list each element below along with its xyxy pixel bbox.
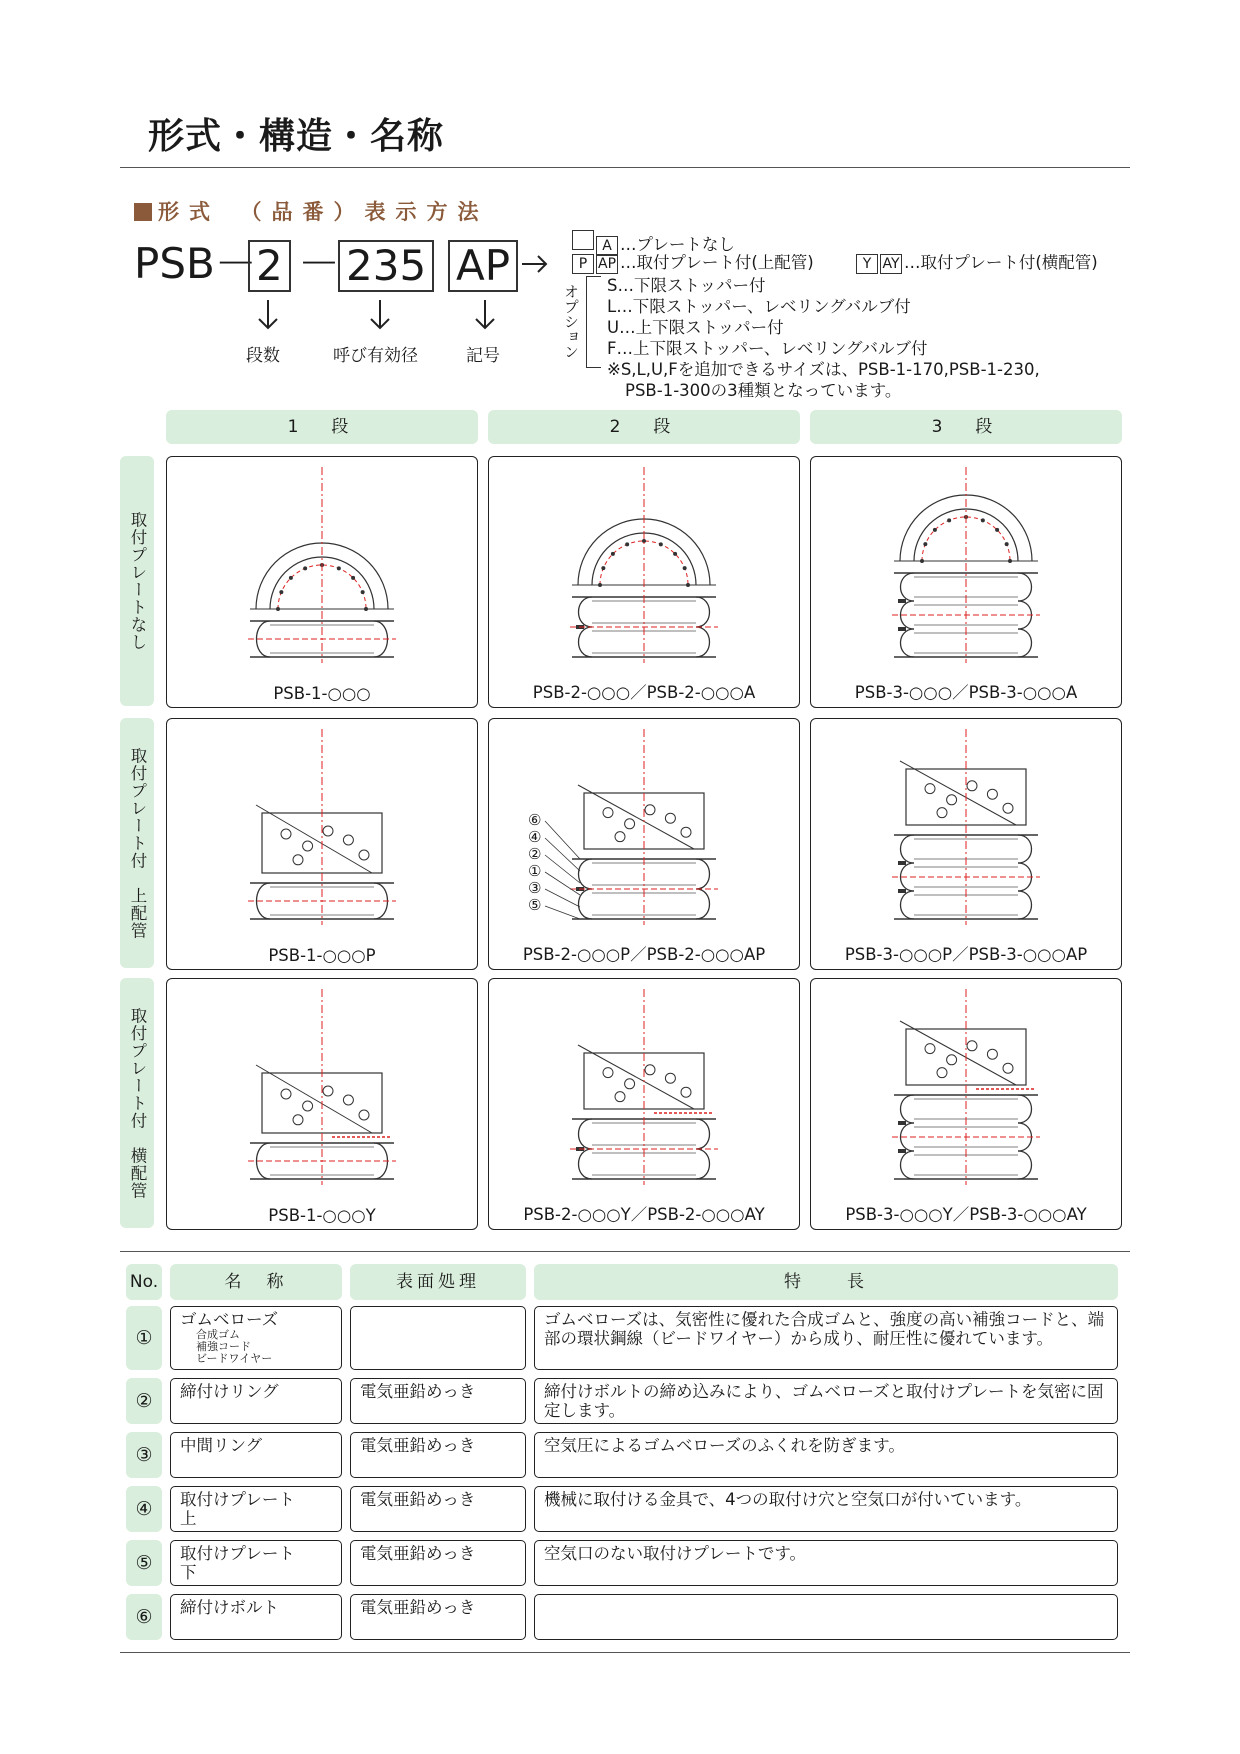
drawing-2stage-side-piping <box>488 978 800 1230</box>
down-arrow-icon <box>472 298 498 332</box>
label-diameter: 呼び有効径 <box>333 346 418 366</box>
label-symbol: 記号 <box>466 346 500 366</box>
row-header-text: 取付プレート付 上配管 <box>128 746 147 940</box>
callout-number: ⑤ <box>528 896 542 914</box>
callout-number: ③ <box>528 879 542 897</box>
part-sub-text: 合成ゴム <box>196 1328 240 1341</box>
part-name: 締付けボルト <box>170 1594 342 1640</box>
model-diameter-box: 235 <box>338 240 434 292</box>
row-number: ① <box>126 1306 162 1370</box>
bolt-hole <box>987 789 997 799</box>
bellows-drawing <box>489 457 799 707</box>
bellows-lobe-left <box>901 891 915 919</box>
bellows-lobe-right <box>696 627 710 657</box>
bellows-lobe-left <box>901 835 915 863</box>
bolt-hole <box>923 542 927 546</box>
bolt-hole <box>925 1044 935 1054</box>
bolt-hole <box>615 832 625 842</box>
bellows-lobe-left <box>579 627 593 657</box>
bolt-hole <box>681 1087 691 1097</box>
diagonal-line <box>256 805 372 873</box>
bellows-lobe-right <box>696 597 710 627</box>
bolt-hole <box>359 1110 369 1120</box>
bolt-hole <box>673 552 677 556</box>
bellows-lobe-left <box>901 1151 915 1179</box>
surface-finish: 電気亜鉛めっき <box>350 1594 526 1640</box>
part-sub-text: ビードワイヤー <box>196 1352 273 1365</box>
right-arrow-icon <box>520 252 550 276</box>
bolt-hole <box>925 784 935 794</box>
bolt-hole <box>281 829 291 839</box>
bolt-hole <box>343 1095 353 1105</box>
bolt-hole <box>1005 542 1009 546</box>
bolt-hole <box>293 855 303 865</box>
bolt-hole <box>659 542 663 546</box>
bolt-hole <box>603 1068 613 1078</box>
bolt-hole <box>279 590 283 594</box>
page-title: 形式・構造・名称 <box>148 116 445 157</box>
bellows-drawing <box>167 457 477 707</box>
surface-finish: 電気亜鉛めっき <box>350 1432 526 1478</box>
row-number: ④ <box>126 1486 162 1532</box>
drawing-1stage-top-piping <box>166 718 478 970</box>
bolt-hole <box>303 1101 313 1111</box>
row-header-side-piping <box>120 978 154 1228</box>
option-note: PSB-1-300の3種類となっています。 <box>625 381 902 400</box>
part-name: 取付けプレート下 <box>170 1540 342 1586</box>
bellows-lobe-right <box>696 859 710 889</box>
bellows-lobe-left <box>901 573 915 601</box>
bolt-hole <box>611 552 615 556</box>
bolt-hole <box>981 518 985 522</box>
row-number: ③ <box>126 1432 162 1478</box>
surface-finish <box>350 1306 526 1370</box>
intermediate-ring <box>898 599 906 603</box>
bolt-hole <box>665 813 675 823</box>
bolt-hole <box>625 819 635 829</box>
feature-text <box>534 1594 1118 1640</box>
drawing-caption: PSB-1-○○○P <box>268 946 376 965</box>
bellows-lobe-left <box>901 1095 915 1123</box>
surface-finish: 電気亜鉛めっき <box>350 1540 526 1586</box>
code-box: A <box>596 236 618 256</box>
drawing-caption: PSB-2-○○○P／PSB-2-○○○AP <box>522 945 766 964</box>
model-stages-box: 2 <box>248 240 291 292</box>
bolt-hole <box>683 566 687 570</box>
part-name-text: ゴムベローズ <box>180 1310 279 1329</box>
option-text: …プレートなし <box>620 235 735 254</box>
bellows-drawing <box>489 979 799 1229</box>
table-top-divider <box>120 1251 1130 1252</box>
row-number: ⑥ <box>126 1594 162 1640</box>
feature-text: 機械に取付ける金具で、4つの取付け穴と空気口が付いています。 <box>534 1486 1118 1532</box>
bolt-hole <box>665 1073 675 1083</box>
bellows-lobe-right <box>1018 1095 1032 1123</box>
bolt-hole <box>645 805 655 815</box>
bolt-hole <box>625 1079 635 1089</box>
drawing-caption: PSB-3-○○○／PSB-3-○○○A <box>854 683 1078 702</box>
option-side-piping <box>856 253 1098 274</box>
feature-text: 締付けボルトの締め込みにより、ゴムベローズと取付けプレートを気密に固定します。 <box>534 1378 1118 1424</box>
bolt-hole <box>601 566 605 570</box>
drawing-caption: PSB-2-○○○／PSB-2-○○○A <box>532 683 756 702</box>
row-number: ⑤ <box>126 1540 162 1586</box>
down-arrow-icon <box>255 298 281 332</box>
bolt-hole <box>359 850 369 860</box>
bellows-drawing <box>811 457 1121 707</box>
bellows-lobe-left <box>579 1119 593 1149</box>
section-heading <box>134 196 489 226</box>
bolt-hole <box>995 528 999 532</box>
part-name: 取付けプレート上 <box>170 1486 342 1532</box>
diagonal-line <box>578 1045 694 1109</box>
bellows-lobe-right <box>1018 629 1032 657</box>
code-box: AY <box>880 254 902 274</box>
drawing-1stage-side-piping <box>166 978 478 1230</box>
bolt-hole <box>937 808 947 818</box>
column-header-1-stage: 1 段 <box>166 410 478 444</box>
part-name: 締付けリング <box>170 1378 342 1424</box>
drawing-3stage-no-plate <box>810 456 1122 708</box>
intermediate-ring <box>898 1121 906 1125</box>
bellows-lobe-left <box>579 859 593 889</box>
option-line: F…上下限ストッパー、レベリングバルブ付 <box>607 339 928 358</box>
row-number: ② <box>126 1378 162 1424</box>
part-name <box>170 1306 342 1370</box>
bellows-drawing <box>167 979 477 1229</box>
callout-list <box>528 812 541 914</box>
bellows-drawing <box>811 719 1121 969</box>
drawing-3stage-side-piping <box>810 978 1122 1230</box>
options-bracket <box>586 276 601 368</box>
bolt-hole <box>323 826 333 836</box>
bolt-hole <box>361 590 365 594</box>
bellows-lobe-left <box>901 629 915 657</box>
down-arrow-icon <box>367 298 393 332</box>
table-header-name: 名 称 <box>170 1264 342 1300</box>
bolt-hole <box>337 566 341 570</box>
part-sub-text: 補強コード <box>196 1340 251 1353</box>
model-dash: － <box>298 239 341 288</box>
option-line: S…下限ストッパー付 <box>607 276 766 295</box>
bolt-hole <box>1003 1063 1013 1073</box>
bolt-hole <box>967 1041 977 1051</box>
bellows-lobe-right <box>696 1149 710 1179</box>
part-name: 中間リング <box>170 1432 342 1478</box>
bolt-hole <box>947 1055 957 1065</box>
bolt-hole <box>281 1089 291 1099</box>
diagonal-line <box>900 1021 1016 1085</box>
model-prefix: PSB－ <box>134 239 257 288</box>
section-heading-text: 形式 （品番）表示方法 <box>158 200 489 224</box>
bolt-hole <box>1003 803 1013 813</box>
table-bottom-divider <box>120 1652 1130 1653</box>
drawing-3stage-top-piping <box>810 718 1122 970</box>
drawing-caption: PSB-3-○○○P／PSB-3-○○○AP <box>844 945 1088 964</box>
column-header-3-stage: 3 段 <box>810 410 1122 444</box>
bolt-hole <box>293 1115 303 1125</box>
bolt-hole <box>603 808 613 818</box>
bellows-drawing <box>167 719 477 969</box>
drawing-caption: PSB-1-○○○Y <box>268 1206 376 1225</box>
bellows-drawing <box>811 979 1121 1229</box>
drawing-caption: PSB-2-○○○Y／PSB-2-○○○AY <box>523 1205 765 1224</box>
bolt-hole <box>343 835 353 845</box>
intermediate-ring <box>898 1149 906 1153</box>
bolt-hole <box>615 1092 625 1102</box>
callout-leader <box>545 838 580 871</box>
bellows-lobe-right <box>1018 1151 1032 1179</box>
row-header-text: 取付プレート付 横配管 <box>128 1006 147 1200</box>
bolt-hole <box>937 1068 947 1078</box>
callout-number: ① <box>528 862 542 880</box>
bellows-lobe-left <box>579 1149 593 1179</box>
title-divider <box>120 167 1130 168</box>
feature-text: ゴムベローズは、気密性に優れた合成ゴムと、強度の高い補強コードと、端部の環状鋼線（ビードワイヤー）から成り、耐圧性に優れています。 <box>534 1306 1118 1370</box>
bellows-lobe-right <box>1018 891 1032 919</box>
bolt-hole <box>645 1065 655 1075</box>
feature-text: 空気口のない取付けプレートです。 <box>534 1540 1118 1586</box>
callout-leader <box>545 906 580 919</box>
callout-number: ② <box>528 845 542 863</box>
feature-text: 空気圧によるゴムベローズのふくれを防ぎます。 <box>534 1432 1118 1478</box>
intermediate-ring <box>898 627 906 631</box>
row-header-no-plate <box>120 456 154 706</box>
table-header-no: No. <box>126 1264 162 1300</box>
square-bullet-icon <box>134 203 152 221</box>
option-top-piping <box>572 253 814 274</box>
bolt-hole <box>303 566 307 570</box>
bolt-hole <box>323 1086 333 1096</box>
option-text: …取付プレート付(上配管) <box>620 253 814 272</box>
drawing-caption: PSB-1-○○○ <box>273 684 371 703</box>
diagonal-line <box>900 761 1016 825</box>
bolt-hole <box>289 576 293 580</box>
bellows-lobe-right <box>1018 835 1032 863</box>
bellows-lobe-right <box>696 889 710 919</box>
option-text: …取付プレート付(横配管) <box>904 253 1098 272</box>
bolt-hole <box>625 542 629 546</box>
drawing-1stage-no-plate <box>166 456 478 708</box>
drawing-2stage-no-plate <box>488 456 800 708</box>
row-header-top-piping <box>120 718 154 968</box>
bellows-lobe-right <box>696 1119 710 1149</box>
bolt-hole <box>303 841 313 851</box>
bolt-hole <box>987 1049 997 1059</box>
diagonal-line <box>578 785 694 849</box>
diagonal-line <box>256 1065 372 1133</box>
surface-finish: 電気亜鉛めっき <box>350 1378 526 1424</box>
code-box: AP <box>598 256 617 272</box>
callout-number: ④ <box>528 828 542 846</box>
model-symbol-box: AP <box>448 240 518 292</box>
column-header-2-stage: 2 段 <box>488 410 800 444</box>
bolt-hole <box>351 576 355 580</box>
bolt-hole <box>967 781 977 791</box>
option-line: L…下限ストッパー、レベリングバルブ付 <box>607 297 911 316</box>
options-label: オプション <box>562 284 580 359</box>
intermediate-ring <box>898 889 906 893</box>
option-line: U…上下限ストッパー付 <box>607 318 784 337</box>
bolt-hole <box>681 827 691 837</box>
label-stages: 段数 <box>246 346 280 366</box>
code-box-blank <box>572 230 594 250</box>
bolt-hole <box>947 518 951 522</box>
table-header-finish: 表面処理 <box>350 1264 526 1300</box>
callout-number: ⑥ <box>528 811 542 829</box>
bolt-hole <box>947 795 957 805</box>
table-header-feature: 特 長 <box>534 1264 1118 1300</box>
callout-leader <box>545 821 580 859</box>
bellows-lobe-left <box>579 597 593 627</box>
row-header-text: 取付プレートなし <box>128 511 147 651</box>
bolt-hole <box>933 528 937 532</box>
intermediate-ring <box>898 861 906 865</box>
code-box: P <box>572 254 594 274</box>
option-note: ※S,L,U,Fを追加できるサイズは、PSB-1-170,PSB-1-230, <box>607 360 1040 379</box>
bellows-lobe-left <box>579 889 593 919</box>
bellows-lobe-right <box>1018 573 1032 601</box>
drawing-caption: PSB-3-○○○Y／PSB-3-○○○AY <box>845 1205 1087 1224</box>
surface-finish: 電気亜鉛めっき <box>350 1486 526 1532</box>
code-box: Y <box>856 254 878 274</box>
